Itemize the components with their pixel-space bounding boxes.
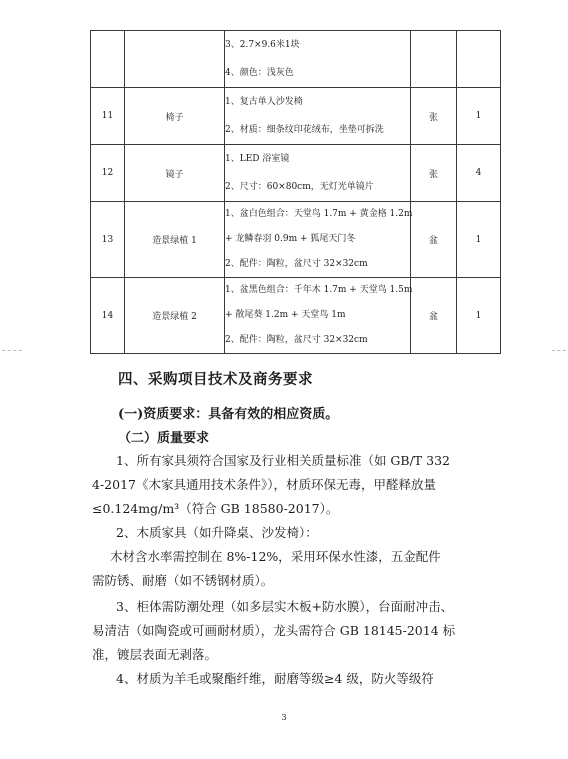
spec-line: 2、尺寸：60×80cm，无灯光单镜片 [225, 182, 374, 192]
paragraph-wood-furniture [92, 521, 480, 545]
margin-divider [552, 350, 566, 351]
spec-line: 2、配件：陶粒，盆尺寸 32×32cm [225, 335, 368, 345]
item-unit: 张 [411, 145, 457, 202]
item-name: 造景绿植 1 [125, 202, 225, 278]
spec-line: 2、配件：陶粒，盆尺寸 32×32cm [225, 259, 368, 269]
item-spec [225, 278, 411, 354]
text-line: 需防锈、耐磨（如不锈钢材质）。 [92, 573, 274, 588]
spec-line: 4、颜色：浅灰色 [225, 68, 294, 78]
item-spec [225, 31, 411, 88]
item-number: 14 [91, 278, 125, 354]
item-unit: 盆 [411, 202, 457, 278]
spec-line: 2、材质：细条纹印花绒布，坐垫可拆洗 [225, 125, 384, 135]
text-line: 易清洁（如陶瓷或可画耐材质），龙头需符合 GB 18145-2014 标 [92, 623, 456, 638]
text-line: ≤0.124mg/m³（符合 GB 18580-2017）。 [92, 501, 339, 516]
paragraph-wood-details [92, 545, 480, 593]
paragraph-cabinets [92, 595, 480, 667]
spec-line: 3、2.7×9.6米1块 [225, 40, 300, 50]
item-unit [411, 31, 457, 88]
item-name [125, 31, 225, 88]
item-qty: 4 [457, 145, 501, 202]
text-line: 3、柜体需防潮处理（如多层实木板+防水膜），台面耐冲击、 [116, 599, 454, 614]
table-row [91, 202, 501, 278]
item-qty: 1 [457, 202, 501, 278]
item-number: 11 [91, 88, 125, 145]
margin-divider [2, 350, 22, 351]
text-line: 4-2017《木家具通用技术条件》），材质环保无毒，甲醛释放量 [92, 477, 436, 492]
item-number: 12 [91, 145, 125, 202]
table-row [91, 88, 501, 145]
spec-line: 1、盆黑色组合：千年木 1.7m + 天堂鸟 1.5m [225, 285, 413, 295]
page-number: 3 [281, 713, 287, 722]
table-row [91, 31, 501, 88]
spec-line: 1、复古单人沙发椅 [225, 97, 303, 107]
spec-line: + 龙鳞春羽 0.9m + 狐尾天门冬 [225, 234, 356, 244]
item-name: 造景绿植 2 [125, 278, 225, 354]
item-qty: 1 [457, 278, 501, 354]
item-spec [225, 202, 411, 278]
text-line: 1、所有家具须符合国家及行业相关质量标准（如 GB/T 332 [116, 453, 450, 468]
table-row [91, 278, 501, 354]
spec-line: 1、LED 浴室镜 [225, 154, 290, 164]
spec-line: + 散尾葵 1.2m + 天堂鸟 1m [225, 310, 346, 320]
item-number: 13 [91, 202, 125, 278]
item-spec [225, 145, 411, 202]
item-name: 椅子 [125, 88, 225, 145]
item-number [91, 31, 125, 88]
paragraph-standards [92, 449, 480, 521]
item-name: 镜子 [125, 145, 225, 202]
qualification-requirement: (一)资质要求：具备有效的相应资质。 [118, 407, 339, 422]
section-heading: 四、采购项目技术及商务要求 [118, 371, 313, 388]
item-qty [457, 31, 501, 88]
item-qty: 1 [457, 88, 501, 145]
item-unit: 盆 [411, 278, 457, 354]
spec-line: 1、盆白色组合：天堂鸟 1.7m + 黄金格 1.2m [225, 209, 413, 219]
furniture-spec-table [90, 30, 501, 354]
text-line: 4、材质为羊毛或聚酯纤维，耐磨等级≥4 级，防火等级符 [116, 671, 434, 686]
table-row [91, 145, 501, 202]
text-line: 木材含水率需控制在 8%-12%，采用环保水性漆，五金配件 [110, 549, 441, 564]
quality-requirement-heading: （二）质量要求 [118, 431, 210, 446]
text-line: 准，镀层表面无剥落。 [92, 647, 218, 662]
item-spec [225, 88, 411, 145]
item-unit: 张 [411, 88, 457, 145]
text-line: 2、木质家具（如升降桌、沙发椅）： [116, 525, 318, 540]
paragraph-carpet [92, 667, 480, 691]
